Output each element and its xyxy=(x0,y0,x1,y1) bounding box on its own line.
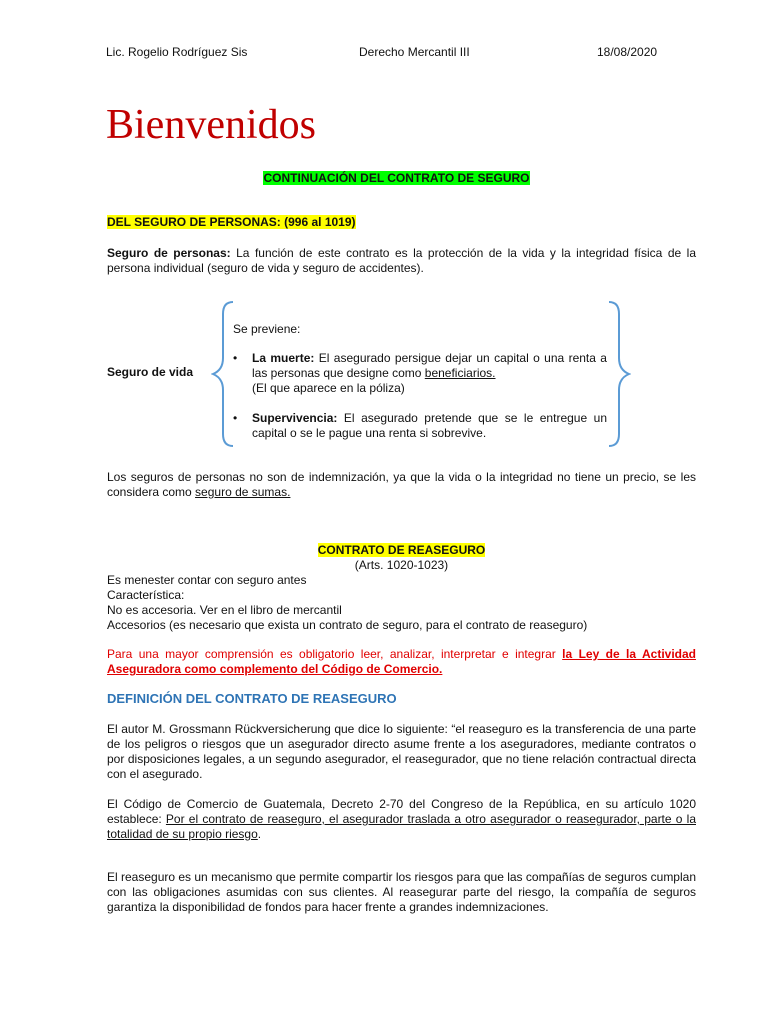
right-brace-icon xyxy=(609,302,629,446)
header-author: Lic. Rogelio Rodríguez Sis xyxy=(106,45,248,59)
reaseguro-note-line: Es menester contar con seguro antes xyxy=(107,573,307,587)
ley-actividad-aseguradora: la Ley de la Actividad Aseguradora como complemento del Código de Comercio. xyxy=(107,647,696,676)
reaseguro-heading-wrap xyxy=(0,543,768,573)
grossmann-paragraph: El autor M. Grossmann Rückversicherung que dice lo siguiente: “el reaseguro es la transferencia de una parte de los peligros o riesgos que un asegurador directo asume frente a los aseguradores, mediante contratos o por disposiciones legales, a un segundo asegurador, el reasegurador, que no tiene relación contractual directa con el asegurado. xyxy=(107,722,696,781)
bullet-supervivencia xyxy=(233,411,607,440)
reaseguro-heading: CONTRATO DE REASEGURO xyxy=(317,543,486,557)
mandatory-reading xyxy=(107,647,696,677)
indemnizacion-text: Los seguros de personas no son de indemnización, ya que la vida o la integridad no tiene un precio, se les considera como xyxy=(107,470,696,499)
reaseguro-note-line: Accesorios (es necesario que exista un contrato de seguro, para el contrato de reaseguro) xyxy=(107,618,588,632)
indemnizacion-paragraph xyxy=(107,470,696,500)
supervivencia-text: El asegurado pretende que se le entregue un capital o se le pague una renta si sobrevive. xyxy=(252,411,607,440)
supervivencia-label: Supervivencia: xyxy=(252,411,338,425)
seguro-personas-label: Seguro de personas: xyxy=(107,246,231,260)
page-title: Bienvenidos xyxy=(106,102,316,148)
seguro-vida-details xyxy=(233,322,607,440)
muerte-label: La muerte: xyxy=(252,351,315,365)
reaseguro-arts: (Arts. 1020-1023) xyxy=(354,558,449,572)
se-previene-label: Se previene: xyxy=(233,322,301,336)
mandatory-reading-text: Para una mayor comprensión es obligatorio leer, analizar, interpretar e integrar xyxy=(107,647,563,661)
mecanismo-paragraph: El reaseguro es un mecanismo que permite compartir los riesgos para que las compañías de seguros cumplan con las obligaciones asumidas con sus clientes. Al reasegurar parte del riesgo, la compañía de seguros garantiza la disponibilidad de fondos para hacer frente a grandes indemnizaciones. xyxy=(107,870,696,914)
header-course: Derecho Mercantil III xyxy=(359,45,470,59)
codigo-text: El Código de Comercio de Guatemala, Decreto 2-70 del Congreso de la República, en su artículo 1020 establece: xyxy=(107,797,696,826)
bullet-muerte xyxy=(233,351,607,396)
muerte-note: (El que aparece en la póliza) xyxy=(252,381,405,395)
seguro-personas-text: La función de este contrato es la protección de la vida y la integridad física de la persona individual (seguro de vida y seguro de accidentes). xyxy=(107,246,696,275)
reaseguro-note-line: Característica: xyxy=(107,588,185,602)
section-heading-continuacion: CONTINUACIÓN DEL CONTRATO DE SEGURO xyxy=(263,171,530,185)
seguro-personas-paragraph xyxy=(107,246,696,276)
seguro-sumas-link: seguro de sumas. xyxy=(195,485,291,499)
articulo-1020-quote: Por el contrato de reaseguro, el asegurador traslada a otro asegurador o reasegurador, parte o la totalidad de su propio riesgo xyxy=(107,812,696,841)
definicion-heading: DEFINICIÓN DEL CONTRATO DE REASEGURO xyxy=(107,691,397,706)
codigo-end: . xyxy=(257,827,262,841)
beneficiarios-link: beneficiarios. xyxy=(424,366,496,380)
reaseguro-note-line: No es accesoria. Ver en el libro de mercantil xyxy=(107,603,342,617)
codigo-paragraph xyxy=(107,797,696,842)
seguro-vida-label: Seguro de vida xyxy=(107,365,194,379)
section-heading-personas-wrap xyxy=(107,215,356,229)
section-heading-personas: DEL SEGURO DE PERSONAS: (996 al 1019) xyxy=(107,215,356,229)
header-date: 18/08/2020 xyxy=(597,45,658,59)
section-heading-wrap xyxy=(0,171,768,185)
left-brace-icon xyxy=(213,302,233,446)
muerte-text: El asegurado persigue dejar un capital o una renta a las personas que designe como xyxy=(252,351,607,380)
reaseguro-notes xyxy=(107,573,587,633)
